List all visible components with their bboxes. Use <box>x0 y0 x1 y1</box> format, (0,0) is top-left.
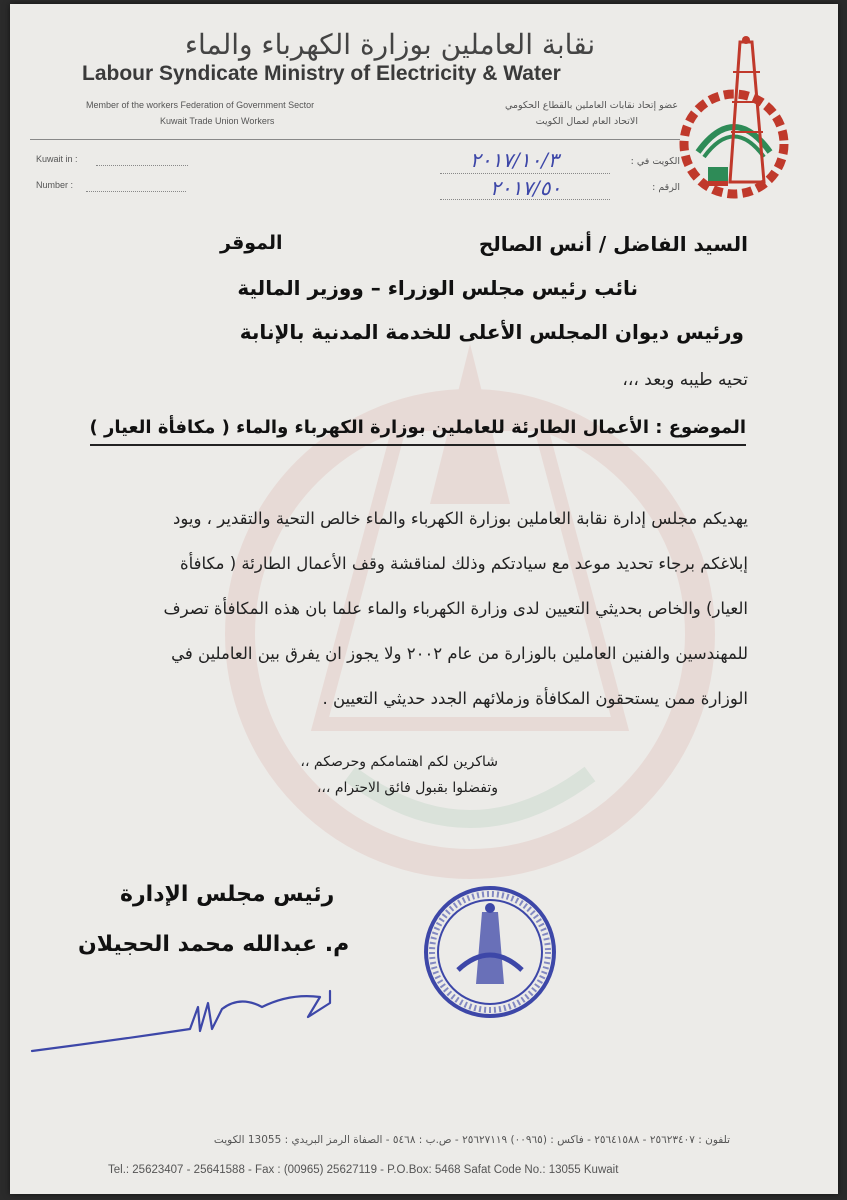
footer-contact-arabic: تلفون : ٢٥٦٢٣٤٠٧ - ٢٥٦٤١٥٨٨ - فاكس : (٠٠٩٦٥) ٢٥٦٢٧١١٩ - ص.ب : ٥٤٦٨ - الصفاة الرمز البريدي : 13055 الكويت <box>213 1134 730 1146</box>
number-label: Number : <box>36 180 74 190</box>
signature-icon <box>30 989 360 1069</box>
date-line <box>440 172 610 174</box>
addressee-title-2: ورئيس ديوان المجلس الأعلى للخدمة المدنية بالإنابة <box>239 320 744 344</box>
signatory-title: رئيس مجلس الإدارة <box>120 882 335 907</box>
kuwait-in-label: Kuwait in : <box>36 154 78 164</box>
addressee-title-1: نائب رئيس مجلس الوزراء – ووزير المالية <box>237 276 638 300</box>
number-label-arabic: الرقم : <box>652 182 680 193</box>
federation-member-english: Member of the workers Federation of Government Sector <box>86 100 315 110</box>
kuwait-in-line <box>96 164 188 166</box>
closing-regards: وتفضلوا بقبول فائق الاحترام ،،، <box>316 780 498 796</box>
federation-member-arabic: عضو إتحاد نقابات العاملين بالقطاع الحكومي <box>504 100 678 111</box>
footer-contact-english: Tel.: 25623407 - 25641588 - Fax : (00965) 25627119 - P.O.Box: 5468 Safat Code No.: 13055 Kuwait <box>108 1164 619 1176</box>
trade-union-english: Kuwait Trade Union Workers <box>160 116 275 126</box>
union-seal-icon <box>420 882 560 1022</box>
header-divider <box>30 139 680 140</box>
greeting: تحيه طيبه وبعد ،،، <box>622 370 748 390</box>
number-line <box>86 190 186 192</box>
signatory-name: م. عبدالله محمد الحجيلان <box>78 932 350 957</box>
handwritten-date: ٢٠١٧/١٠/٣ <box>470 148 559 172</box>
closing-thanks: شاكرين لكم اهتمامكم وحرصكم ،، <box>300 754 498 770</box>
body-line: إبلاغكم برجاء تحديد موعد مع سيادتكم وذلك لمناقشة وقف الأعمال الطارئة ( مكافأة <box>179 554 748 573</box>
syndicate-name-arabic: نقابة العاملين بوزارة الكهرباء والماء <box>184 28 596 61</box>
handwritten-number: ٢٠١٧/٥٠ <box>490 176 562 200</box>
body-line: العيار) والخاص بحديثي التعيين لدى وزارة الكهرباء والماء علما بان هذه المكافأة تصرف <box>163 599 748 618</box>
body-line: يهديكم مجلس إدارة نقابة العاملين بوزارة الكهرباء والماء خالص التحية والتقدير ، ويود <box>173 509 748 528</box>
syndicate-logo-icon <box>678 32 790 212</box>
letter-page <box>10 4 838 1194</box>
addressee-name: السيد الفاضل / أنس الصالح <box>478 232 748 256</box>
trade-union-arabic: الاتحاد العام لعمال الكويت <box>535 116 638 127</box>
honorific: الموقر <box>220 232 283 254</box>
body-line: الوزارة ممن يستحقون المكافأة وزملائهم الجدد حديثي التعيين . <box>322 689 748 708</box>
date-label-arabic: الكويت في : <box>630 156 680 167</box>
syndicate-name-english: Labour Syndicate Ministry of Electricity & Water <box>82 62 561 85</box>
body-line: للمهندسين والفنين العاملين بالوزارة من عام ٢٠٠٢ ولا يجوز ان يفرق بين العاملين في <box>171 644 748 663</box>
subject-line: الموضوع : الأعمال الطارئة للعاملين بوزارة الكهرباء والماء ( مكافأة العيار ) <box>90 417 746 446</box>
